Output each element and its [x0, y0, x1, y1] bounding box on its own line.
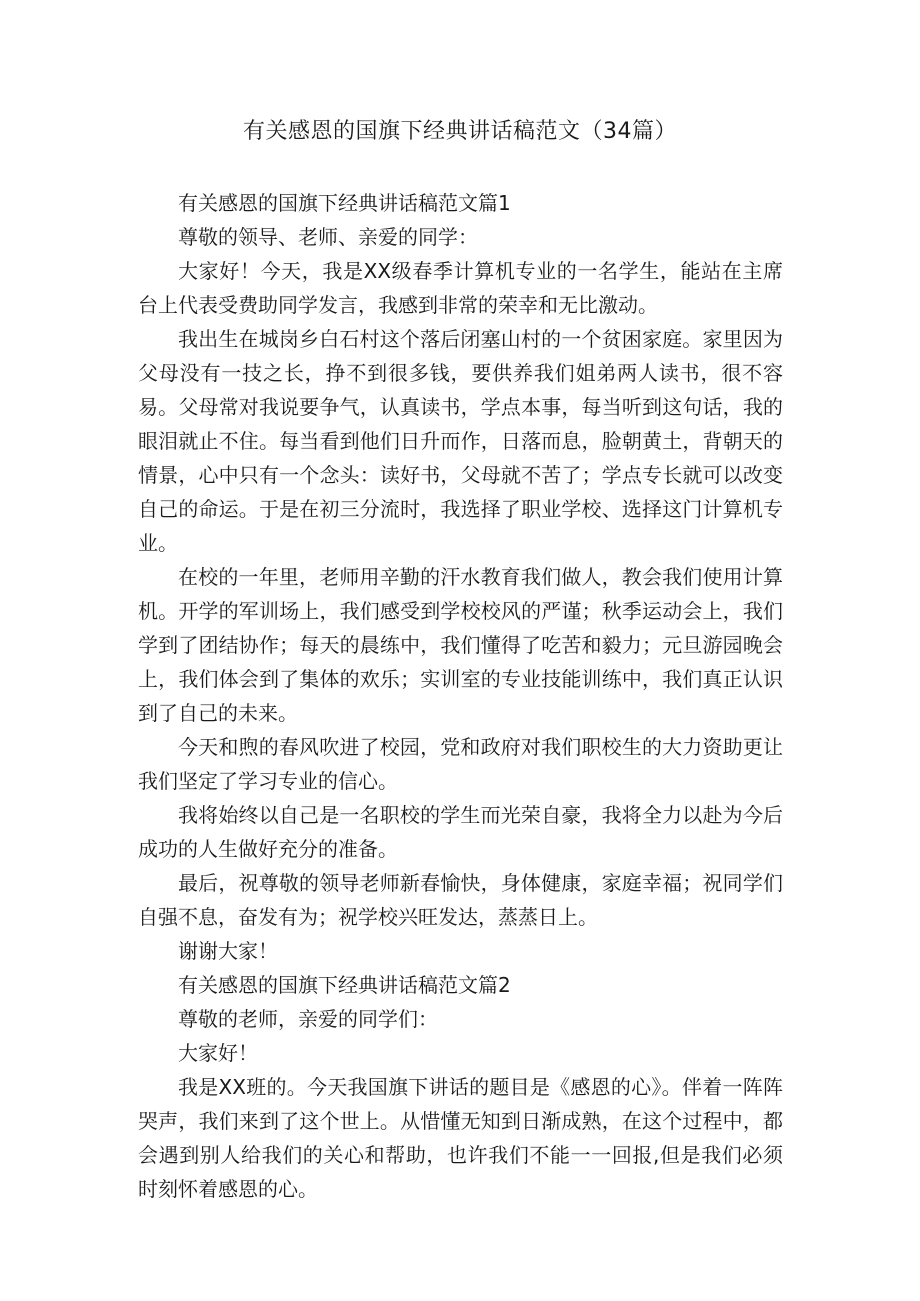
- closing: 谢谢大家！: [178, 939, 278, 963]
- paragraph: 我出生在城岗乡白石村这个落后闭塞山村的一个贫困家庭。家里因为父母没有一技之长，挣不到很多钱，要供养我们姐弟两人读书，很不容易。父母常对我说要争气，认真读书，学点本事，每当听到这句话，我的眼泪就止不住。每当看到他们日升而作，日落而息，脸朝黄土，背朝天的情景，心中只有一个念头：读好书，父母就不苦了；学点专长就可以改变自己的命运。于是在初三分流时，我选择了职业学校、选择这门计算机专业。: [138, 327, 783, 555]
- salutation: 尊敬的老师，亲爱的同学们：: [178, 1007, 438, 1031]
- section-heading: 有关感恩的国旗下经典讲话稿范文篇2: [178, 973, 511, 997]
- paragraph: 我将始终以自己是一名职校的学生而光荣自豪，我将全力以赴为今后成功的人生做好充分的准备。: [138, 803, 783, 861]
- paragraph: 今天和煦的春风吹进了校园，党和政府对我们职校生的大力资助更让我们坚定了学习专业的信心。: [138, 735, 783, 793]
- paragraph: 大家好！今天，我是XX级春季计算机专业的一名学生，能站在主席台上代表受费助同学发言，我感到非常的荣幸和无比激动。: [138, 259, 783, 317]
- document-body: [138, 186, 783, 1206]
- paragraph: 我是XX班的。今天我国旗下讲话的题目是《感恩的心》。伴着一阵阵哭声，我们来到了这个世上。从惜懂无知到日渐成熟，在这个过程中，都会遇到别人给我们的关心和帮助，也许我们不能一一回报,但是我们必须时刻怀着感恩的心。: [138, 1075, 783, 1201]
- salutation: 尊敬的领导、老师、亲爱的同学：: [178, 225, 478, 249]
- section-heading: 有关感恩的国旗下经典讲话稿范文篇1: [178, 191, 511, 215]
- greeting: 大家好！: [178, 1041, 258, 1065]
- paragraph: 在校的一年里，老师用辛勤的汗水教育我们做人，教会我们使用计算机。开学的军训场上，我们感受到学校校风的严谨；秋季运动会上，我们学到了团结协作；每天的晨练中，我们懂得了吃苦和毅力；元旦游园晚会上，我们体会到了集体的欢乐；实训室的专业技能训练中，我们真正认识到了自己的未来。: [138, 565, 783, 725]
- paragraph: 最后，祝尊敬的领导老师新春愉快，身体健康，家庭幸福；祝同学们自强不息，奋发有为；祝学校兴旺发达，蒸蒸日上。: [138, 871, 783, 929]
- document-title: 有关感恩的国旗下经典讲话稿范文（34篇）: [243, 119, 677, 144]
